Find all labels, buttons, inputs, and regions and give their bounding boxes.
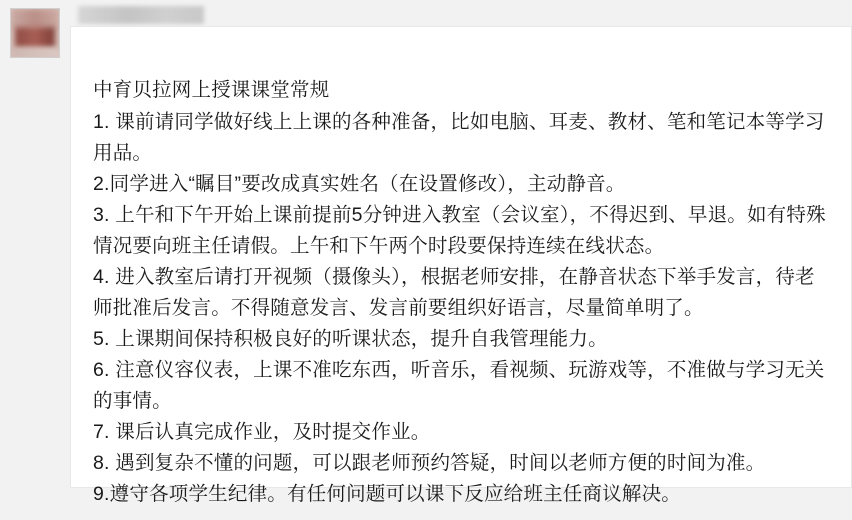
message-line: 7. 课后认真完成作业，及时提交作业。	[93, 421, 431, 443]
message-line: 3. 上午和下午开始上课前提前5分钟进入教室（会议室），不得迟到、早退。如有特殊情况要向班主任请假。上午和下午两个时段要保持连续在线状态。	[93, 204, 826, 257]
sender-name-redacted	[78, 6, 204, 24]
message-line: 6. 注意仪容仪表，上课不准吃东西，听音乐，看视频、玩游戏等，不准做与学习无关的事情。	[93, 359, 825, 412]
avatar-blur-bottom	[11, 47, 59, 58]
message-bubble[interactable]	[70, 26, 852, 505]
message-line: 9.遵守各项学生纪律。有任何问题可以课下反应给班主任商议解决。	[93, 483, 681, 505]
message-body	[71, 27, 851, 520]
message-line: 4. 进入教室后请打开视频（摄像头），根据老师安排，在静音状态下举手发言，待老师批准后发言。不得随意发言、发言前要组织好语言，尽量简单明了。	[93, 266, 815, 319]
avatar-blur-middle	[15, 27, 55, 49]
avatar[interactable]	[10, 8, 60, 58]
message-line: 中育贝拉网上授课课堂常规	[93, 79, 330, 101]
avatar-blur-top	[11, 9, 59, 29]
message-line: 1. 课前请同学做好线上上课的各种准备，比如电脑、耳麦、教材、笔和笔记本等学习用品。	[93, 111, 825, 164]
message-line: 5. 上课期间保持积极良好的听课状态，提升自我管理能力。	[93, 328, 608, 350]
message-line: 2.同学进入“瞩目”要改成真实姓名（在设置修改），主动静音。	[93, 173, 626, 195]
message-line: 8. 遇到复杂不懂的问题，可以跟老师预约答疑，时间以老师方便的时间为准。	[93, 452, 766, 474]
